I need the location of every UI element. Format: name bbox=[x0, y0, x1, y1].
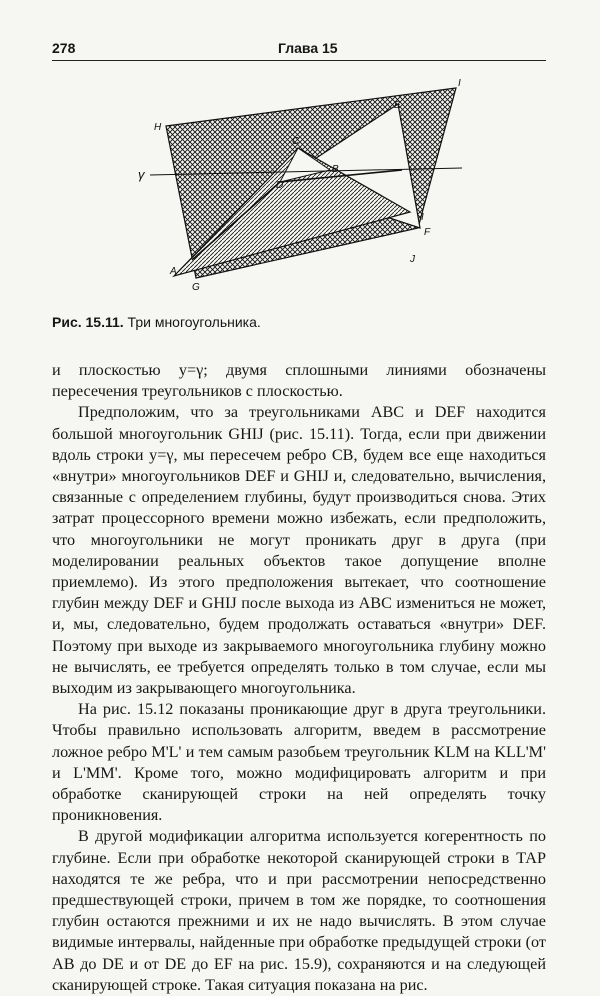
label-c: C bbox=[292, 136, 300, 147]
label-g: G bbox=[192, 282, 200, 293]
label-i: I bbox=[458, 78, 461, 89]
label-i2: I bbox=[421, 212, 424, 223]
label-d: D bbox=[276, 180, 284, 191]
label-b: B bbox=[332, 164, 339, 175]
paragraph-3: На рис. 15.12 показаны проникающие друг в друга треугольники. Чтобы правильно использовать алгоритм, введем в рассмотрение ложное ребро M'L' и тем самым разобьем треугольник KLM на KLL'M' и L'MM'. Кроме того, можно модифицировать алгоритм и при обработке сканирующей строки на ней определять точку проникновения. bbox=[52, 700, 546, 825]
figure-three-polygons bbox=[130, 72, 480, 304]
chapter-title: Глава 15 bbox=[278, 40, 338, 56]
paragraph-4: В другой модификации алгоритма используется когерентность по глубине. Если при обработке некоторой сканирующей строки в ТАР находятся те же ребра, что и при рассмотрении непосредственно предшествующей строки, причем в том же порядке, то соотношения глубин остаются прежними и их не надо вычислять. В этом случае видимые интервалы, найденные при обработке предыдущей строки (от AB до DE и от DE до EF на рис. 15.9), сохраняются и на следующей сканирующей строке. Такая ситуация показана на рис. bbox=[52, 827, 546, 994]
caption-number: Рис. 15.11. bbox=[52, 314, 124, 330]
page-header bbox=[52, 40, 552, 60]
label-a: A bbox=[170, 266, 177, 277]
figure-caption bbox=[52, 314, 261, 330]
label-gamma: γ bbox=[138, 167, 145, 182]
page-number: 278 bbox=[52, 40, 76, 56]
body-text bbox=[52, 360, 546, 996]
label-h: H bbox=[154, 122, 162, 133]
caption-text: Три многоугольника. bbox=[123, 314, 261, 330]
label-j: J bbox=[410, 254, 415, 265]
polygons-diagram bbox=[130, 72, 480, 304]
header-rule bbox=[52, 60, 546, 61]
paragraph-1: и плоскостью y=γ; двумя сплошными линиями обозначены пересечения треугольников с плоскостью. bbox=[52, 361, 546, 401]
paragraph-2: Предположим, что за треугольниками ABC и DEF находится большой многоугольник GHIJ (рис. 15.11). Тогда, если при движении вдоль строки y=γ, мы пересечем ребро CB, будем все еще находиться «внутри» многоугольников DEF и GHIJ и, следовательно, вычисления, связанные с определением глубины, будут производиться снова. Этих затрат процессорного времени можно избежать, если предположить, что многоугольники не могут проникать друг в друга (при моделировании реальных объектов такое допущение вполне приемлемо). Из этого предположения вытекает, что соотношение глубин между DEF и GHIJ после выхода из ABC измениться не может, и, мы, следовательно, будем продолжать оставаться «внутри» DEF. Поэтому при выходе из закрываемого многоугольника глубину можно не вычислять, ее требуется определять только в том случае, если мы выходим из закрывающего многоугольника. bbox=[52, 403, 546, 698]
label-f: F bbox=[424, 227, 431, 238]
label-e: E bbox=[394, 100, 401, 111]
